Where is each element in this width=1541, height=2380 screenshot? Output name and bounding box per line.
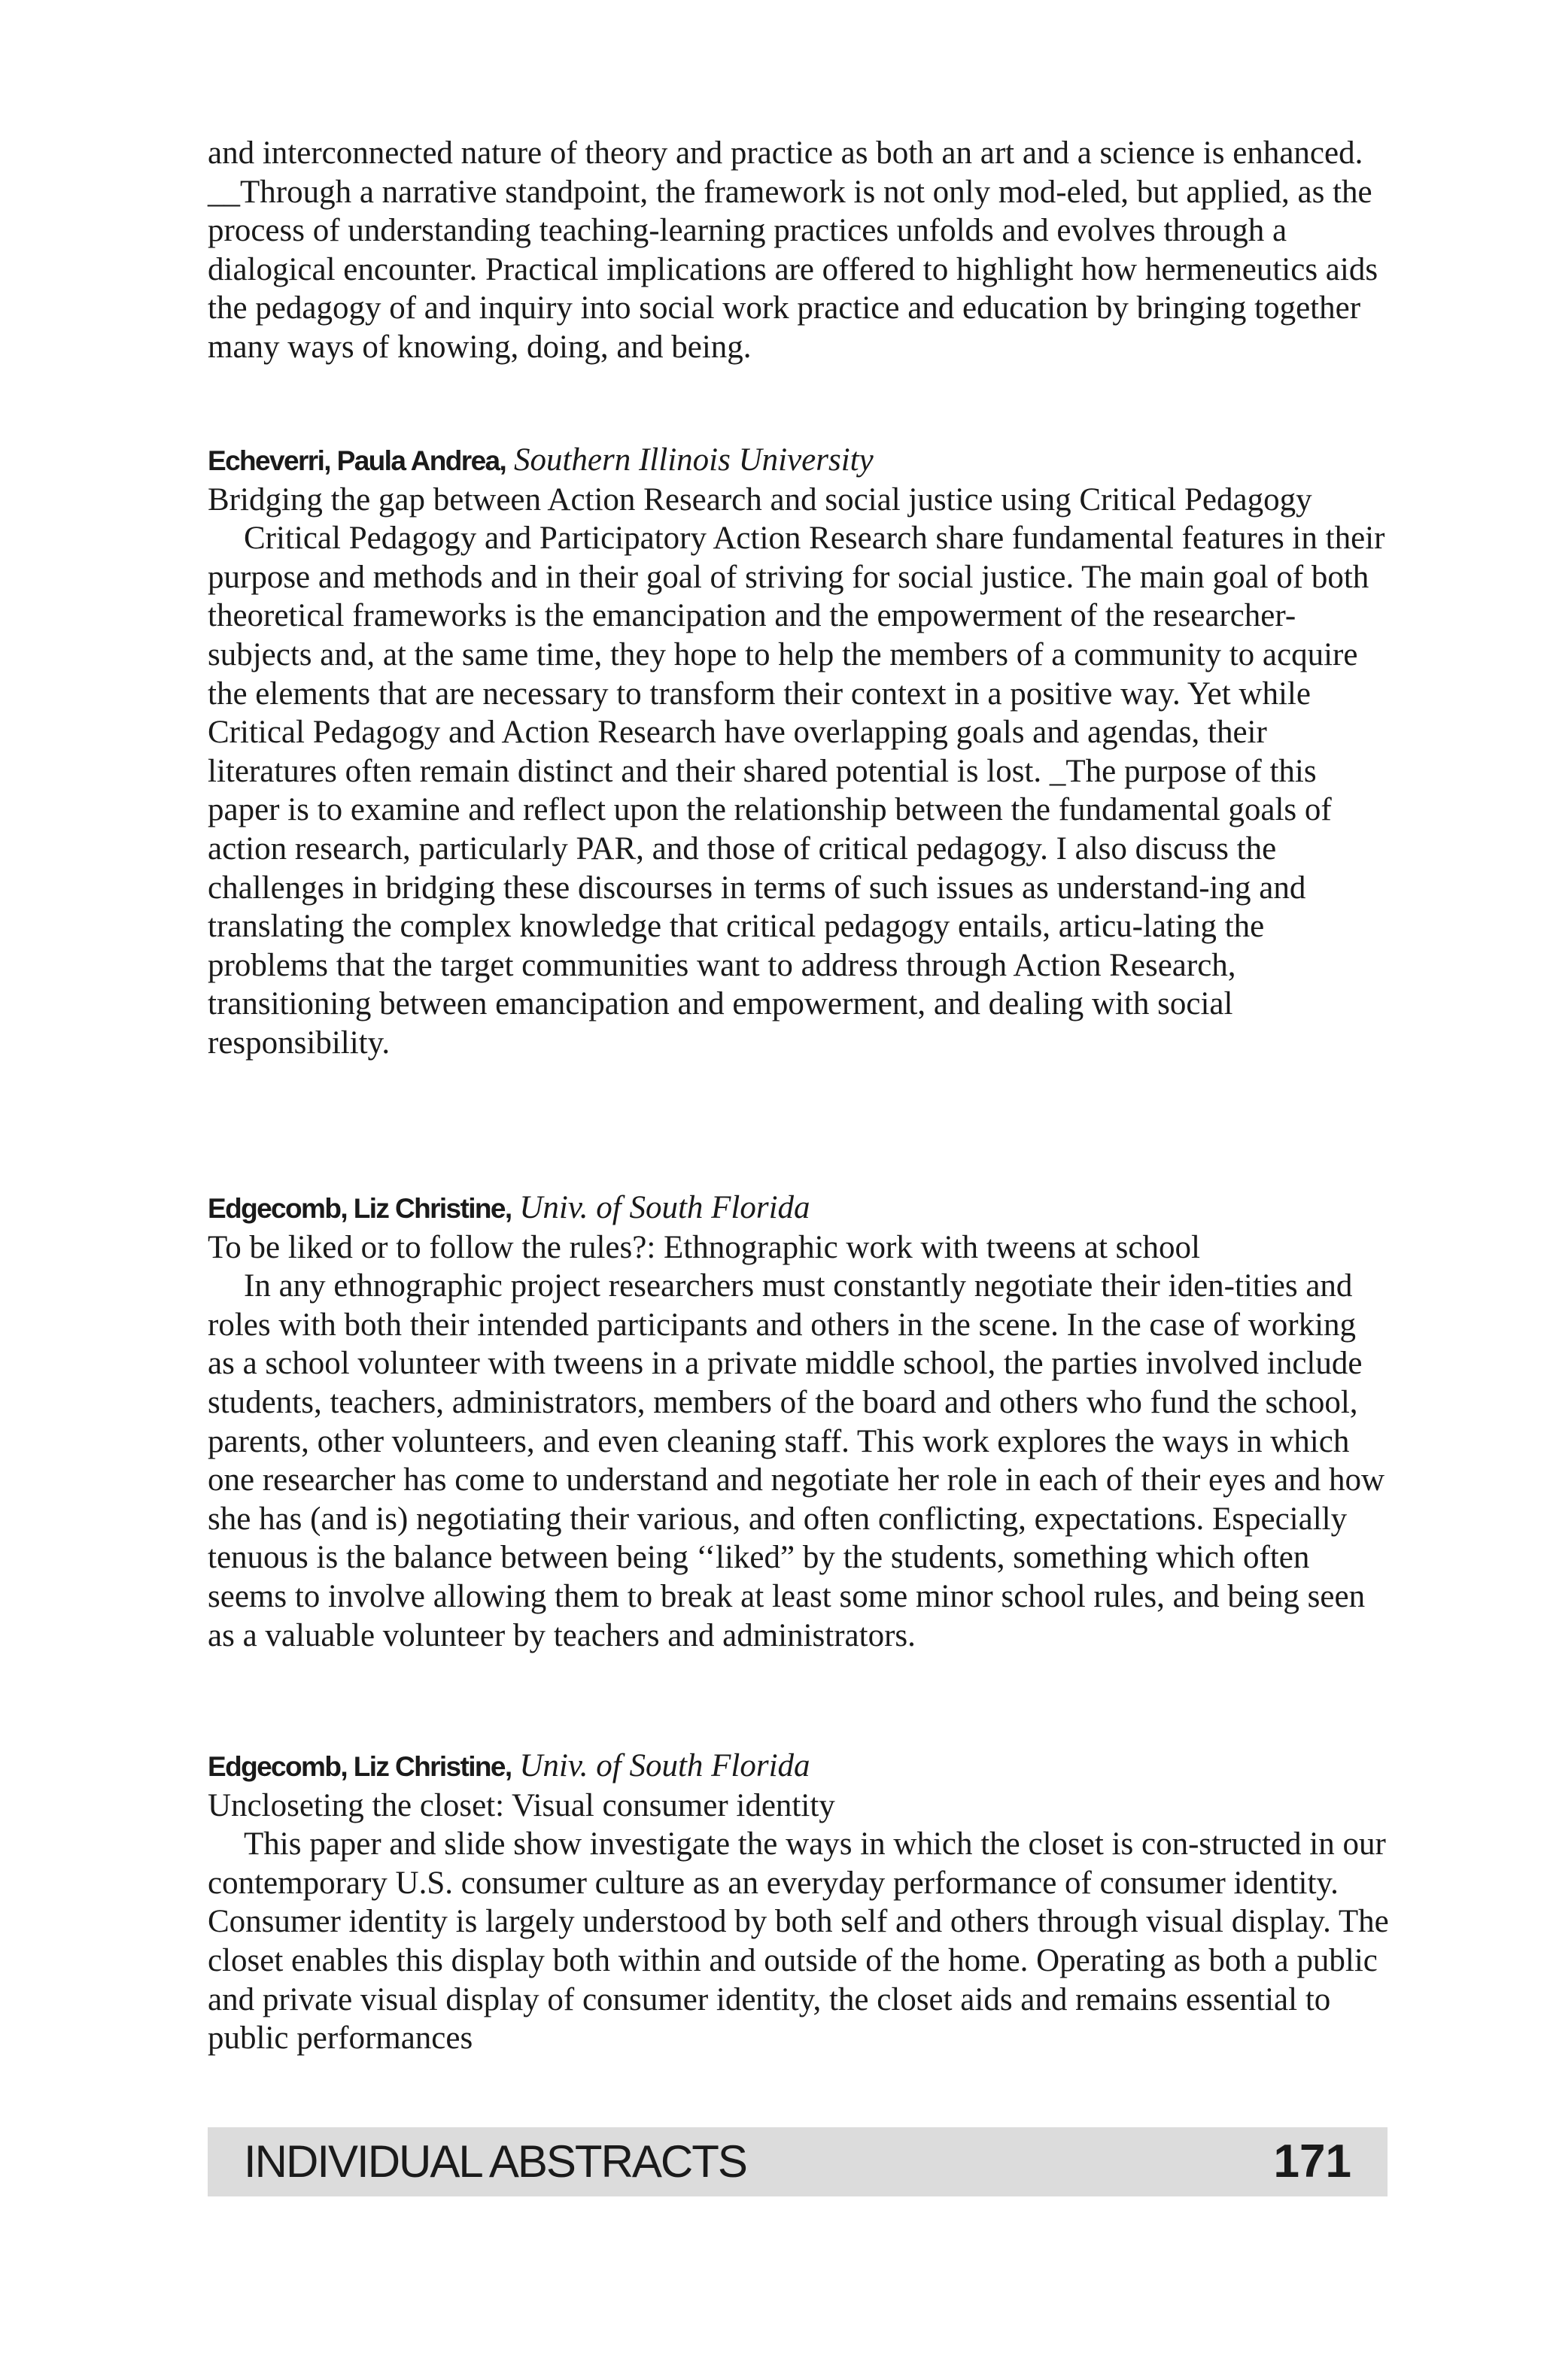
author-line xyxy=(208,441,1391,481)
opening-paragraph-block xyxy=(208,134,1391,367)
author-affiliation: Univ. of South Florida xyxy=(519,1190,810,1225)
author-name: Echeverri, Paula Andrea, xyxy=(208,445,506,476)
abstract-title: Uncloseting the closet: Visual consumer identity xyxy=(208,1787,835,1823)
author-affiliation: Univ. of South Florida xyxy=(519,1748,810,1783)
page-footer xyxy=(208,2127,1388,2196)
author-name: Edgecomb, Liz Christine, xyxy=(208,1751,512,1782)
footer-section-title: INDIVIDUAL ABSTRACTS xyxy=(244,2136,746,2187)
author-affiliation: Southern Illinois University xyxy=(513,442,874,478)
abstract-body: This paper and slide show investigate the ways in which the closet is con-structed in our contemporary U.S. consumer culture as an everyday performance of consumer identity. Consumer identity is largely understood by both self and others through visual display. The closet enables this display both within and outside of the home. Operating as both a public and private visual display of consumer identity, the closet aids and remains essential to public performances xyxy=(208,1826,1389,2057)
abstract-body: Critical Pedagogy and Participatory Action Research share fundamental features in their purpose and methods and in their goal of striving for social justice. The main goal of both theoretical frameworks is the emancipation and the empowerment of the researcher-subjects and, at the same time, they hope to help the members of a community to acquire the elements that are necessary to transform their context in a positive way. Yet while Critical Pedagogy and Action Research have overlapping goals and agendas, their literatures often remain distinct and their shared potential is lost. _The purpose of this paper is to examine and reflect upon the relationship between the fundamental goals of action research, particularly PAR, and those of critical pedagogy. I also discuss the challenges in bridging these discourses in terms of such issues as understand-ing and translating the complex knowledge that critical pedagogy entails, articu-lating the problems that the target communities want to address through Action Research, transitioning between emancipation and empowerment, and dealing with social responsibility. xyxy=(208,521,1385,1061)
abstract-entry xyxy=(208,1188,1391,1655)
abstract-body: In any ethnographic project researchers must constantly negotiate their iden-tities and roles with both their intended participants and others in the scene. In the case of working as a school volunteer with tweens in a private middle school, the parties involved include students, teachers, administrators, members of the board and others who fund the school, parents, other volunteers, and even cleaning staff. This work explores the ways in which one researcher has come to understand and negotiate her role in each of their eyes and how she has (and is) negotiating their various, and often conflicting, expectations. Especially tenuous is the balance between being ‘‘liked” by the students, something which often seems to involve allowing them to break at least some minor school rules, and being seen as a valuable volunteer by teachers and administrators. xyxy=(208,1268,1385,1653)
abstract-entry xyxy=(208,1747,1391,2058)
opening-paragraph: and interconnected nature of theory and practice as both an art and a science is enhanced. __Through a narrative standpoint, the framework is not only mod-eled, but applied, as the process of understanding teaching-learning practices unfolds and evolves through a dialogical encounter. Practical implications are offered to highlight how hermeneutics aids the pedagogy of and inquiry into social work practice and education by bringing together many ways of knowing, doing, and being. xyxy=(208,135,1378,365)
author-line xyxy=(208,1188,1391,1228)
abstract-entry xyxy=(208,441,1391,1063)
abstract-title: To be liked or to follow the rules?: Ethnographic work with tweens at school xyxy=(208,1229,1200,1265)
author-line xyxy=(208,1747,1391,1787)
abstract-title: Bridging the gap between Action Research and social justice using Critical Pedagogy xyxy=(208,481,1312,518)
page-number: 171 xyxy=(1273,2136,1351,2187)
author-name: Edgecomb, Liz Christine, xyxy=(208,1193,512,1224)
